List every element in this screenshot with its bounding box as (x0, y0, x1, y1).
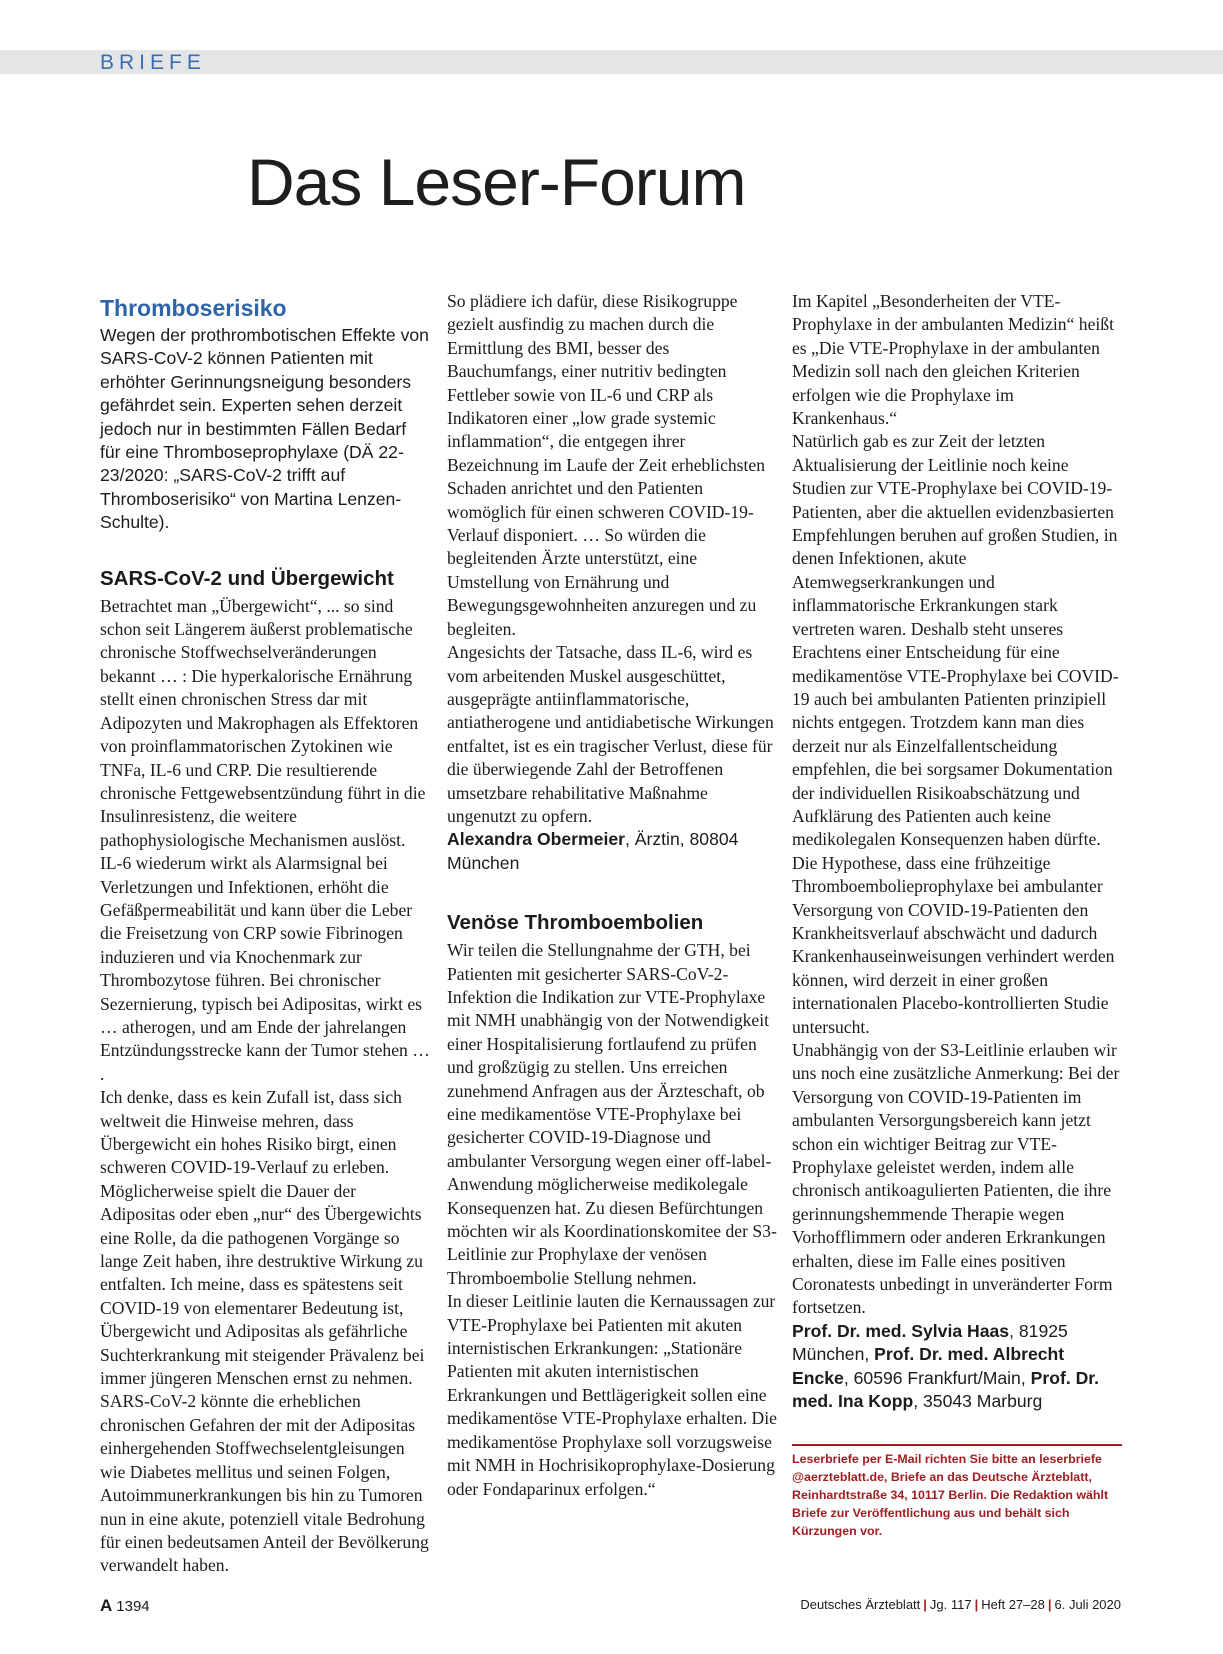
section-label: BRIEFE (100, 51, 206, 74)
column-3 (792, 290, 1122, 1414)
page-number (100, 1596, 150, 1616)
column-2 (447, 290, 777, 1501)
journal-volume: Jg. 117 (929, 1597, 972, 1612)
author-name: Prof. Dr. med. Ina Kopp (792, 1367, 1100, 1412)
letter-2-paragraph: Unabhängig von der S3-Leitlinie erlauben wir uns noch eine zusätzliche Anmerkung: Bei der Versorgung von COVID-19-Patienten im ambulanten Versorgungsbereich kann jetzt schon ein wichtiger Beitrag zur VTE-Prophylaxe geleistet werden, indem alle chronisch antikoagulierten Patienten, die ihre gerinnungshemmende Therapie wegen Vorhofflimmern oder anderen Erkrankungen erhalten, diese im Falle eines positiven Coronatests unbedingt in unveränderter Form fortsetzen. (792, 1040, 1120, 1318)
journal-info (800, 1597, 1121, 1612)
journal-date: 6. Juli 2020 (1054, 1597, 1121, 1612)
author-details: , 35043 Marburg (913, 1391, 1043, 1412)
letter-1-paragraph: Betrachtet man „Übergewicht“, ... so sind schon seit Längerem äußerst problematische chronische Stoffwechselveränderungen bekannt … : Die hyperkalorische Ernährung stellt einen chronischen Stress dar mit Adipozyten und Makrophagen als Effektoren von proinflammatorischen Zytokinen wie TNFa, IL-6 und CRP. Die resultierende chronische Fettgewebsentzündung führt in die Insulinresistenz, die weitere pathophysiologische Mechanismen auslöst. (100, 595, 426, 850)
page-number-value: 1394 (116, 1598, 150, 1615)
author-details: , 60596 Frankfurt/Main, (843, 1367, 1031, 1388)
letter-2-paragraph: Wir teilen die Stellungnahme der GTH, bei Patienten mit gesicherter SARS-CoV-2-Infektion die Indikation zur VTE-Prophylaxe mit NMH unabhängig von der Notwendigkeit einer Hospitalisierung fortlaufend zu prüfen und großzügig zu stellen. Uns erreichen zunehmend Anfragen aus der Ärzteschaft, ob eine medikamentöse VTE-Prophylaxe bei gesicherter COVID-19-Diagnose und ambulanter Versorgung wegen einer off-label-Anwendung möglicherweise medikolegale Konsequenzen hat. Zu diesen Befürchtungen möchten wir als Koordinationskomitee der S3-Leitlinie zur Prophylaxe der venösen Thromboembolie Stellung nehmen. (447, 940, 777, 1288)
letter-2-paragraph: Im Kapitel „Besonderheiten der VTE-Prophylaxe in der ambulanten Medizin“ heißt es „Die VTE-Prophylaxe in der ambulanten Medizin soll nach den gleichen Kriterien erfolgen wie die Prophylaxe im Krankenhaus.“ (792, 291, 1114, 429)
author-details: , Ärztin, 80804 München (447, 829, 739, 873)
separator: | (974, 1597, 979, 1612)
letter-1-paragraph: Angesichts der Tatsache, dass IL-6, wird es vom arbeitenden Muskel ausgeschüttet, ausgeprägte antiinflammatorische, antiatherogene und antidiabetische Wirkungen entfaltet, ist es ein tragischer Verlust, diese für die überwiegende Zahl der Betroffenen umsetzbare rehabilitative Maßnahme ungenutzt zu opfern. (447, 642, 774, 826)
letter-2-paragraph: In dieser Leitlinie lauten die Kernaussagen zur VTE-Prophylaxe bei Patienten mit akuten internistischen Erkrankungen: „Stationäre Patienten mit akuten internistischen Erkrankungen und Bettlägerigkeit sollen eine medikamentöse VTE-Prophylaxe erhalten. Die medikamentöse Prophylaxe soll vorzugsweise mit NMH in Hochrisikoprophylaxe-Dosierung oder Fondaparinux erfolgen.“ (447, 1291, 777, 1499)
journal-issue: Heft 27–28 (981, 1597, 1045, 1612)
page-title: Das Leser-Forum (247, 145, 746, 219)
letter-2-title: Venöse Thromboembolien (447, 911, 704, 935)
separator: | (1047, 1597, 1052, 1612)
letter-2-paragraph: Natürlich gab es zur Zeit der letzten Aktualisierung der Leitlinie noch keine Studien zur VTE-Prophylaxe bei COVID-19-Patienten, aber die aktuellen evidenzbasierten Empfehlungen beruhen auf großen Studien, in denen Infektionen, akute Atemwegserkrankungen und inflammatorische Erkrankungen stark vertreten waren. Deshalb steht unseres Erachtens einer Entscheidung für eine medikamentöse VTE-Prophylaxe bei COVID-19 auch bei ambulanten Patienten prinzipiell nichts entgegen. Trotzdem kann man dies derzeit nur als Einzelfallentscheidung empfehlen, die bei sorgsamer Dokumentation der individuellen Risikoabschätzung und Aufklärung des Patienten auch keine medikolegalen Konsequenzen haben dürfte. (792, 431, 1119, 850)
letter-2-paragraph: Die Hypothese, dass eine frühzeitige Thromboembolieprophylaxe bei ambulanter Versorgung von COVID-19-Patienten den Krankheitsverlauf abschwächt und dadurch Krankenhauseinweisungen verhindert werden können, wird derzeit in einer großen internationalen Placebo-kontrollierten Studie untersucht. (792, 852, 1115, 1037)
topic-title: Thromboserisiko (100, 295, 287, 321)
topic-teaser: Wegen der prothrombotischen Effekte von SARS-CoV-2 können Patienten mit erhöhter Gerinnungsneigung besonders gefährdet sein. Experten sehen derzeit jedoch nur in bestimmten Fällen Bedarf für eine Thromboseprophylaxe (DÄ 22-23/2020: „SARS-CoV-2 trifft auf Thromboserisiko“ von Martina Lenzen-Schulte). (100, 325, 429, 533)
submission-info-box: Leserbriefe per E-Mail richten Sie bitte an leserbriefe @aerzteblatt.de, Briefe an das Deutsche Ärzteblatt, Reinhardtstraße 34, 10117 Berlin. Die Redaktion wählt Briefe zur Veröffentlichung aus und behält sich Kürzungen vor. (792, 1444, 1122, 1540)
letter-1-paragraph: So plädiere ich dafür, diese Risikogruppe gezielt ausfindig zu machen durch die Ermittlung des BMI, besser des Bauchumfangs, einer nutritiv bedingten Fettleber sowie von IL-6 und CRP als Indikatoren einer „low grade systemic inflammation“, die entgegen ihrer Bezeichnung im Laufe der Zeit erheblichsten Schaden anrichtet und den Patienten womöglich für einen schweren COVID-19-Verlauf disponiert. … So würden die begleitenden Ärzte unterstützt, eine Umstellung von Ernährung und Bewegungsgewohnheiten anzuregen und zu begleiten. (447, 291, 766, 639)
author-name: Prof. Dr. med. Albrecht Encke (792, 1344, 1065, 1388)
letter-1-paragraph: IL-6 wiederum wirkt als Alarmsignal bei Verletzungen und Infektionen, erhöht die Gefäßpermeabilität und kann über die Leber die Freisetzung von CRP sowie Fibrinogen induzieren und via Knochenmark zur Thrombozytose führen. Bei chronischer Sezernierung, typisch bei Adipositas, wirkt es … atherogen, und am Ende der jahrelangen Entzündungsstrecke kann der Tumor stehen … . (100, 853, 430, 1084)
page-prefix: A (100, 1596, 113, 1615)
separator: | (923, 1597, 927, 1612)
author-details: , 81925 München, (792, 1320, 1068, 1365)
letter-1-paragraph: Ich denke, dass es kein Zufall ist, dass sich weltweit die Hinweise mehren, dass Übergewicht ein hohes Risiko birgt, einen schweren COVID-19-Verlauf zu erleben. Möglicherweise spielt die Dauer der Adipositas oder eben „nur“ des Übergewichts eine Rolle, da die pathogenen Vorgänge so lange Zeit haben, ihre destruktive Wirkung zu entfalten. Ich meine, dass es spätestens seit COVID-19 von elementarer Bedeutung ist, Übergewicht und Adipositas als gefährliche Suchterkrankung mit steigender Prävalenz bei immer jüngeren Menschen ernst zu nehmen. SARS-CoV-2 könnte die erheblichen chronischen Gefahren der mit der Adipositas einhergehenden Stoffwechselentgleisungen wie Diabetes mellitus und seinen Folgen, Autoimmunerkrankungen bis hin zu Tumoren nun in eine akute, potenziell vitale Bedrohung für einen bedeutsamen Anteil der Bevölkerung verwandelt haben. (100, 1087, 429, 1576)
column-1 (100, 288, 430, 1578)
letter-2-signature (792, 1320, 1122, 1414)
letter-1-title: SARS-CoV-2 und Übergewicht (100, 566, 394, 590)
letter-1-signature (447, 828, 777, 875)
journal-name: Deutsches Ärzteblatt (800, 1597, 921, 1612)
author-name: Prof. Dr. med. Sylvia Haas (792, 1320, 1010, 1341)
author-name: Alexandra Obermeier (447, 829, 625, 850)
